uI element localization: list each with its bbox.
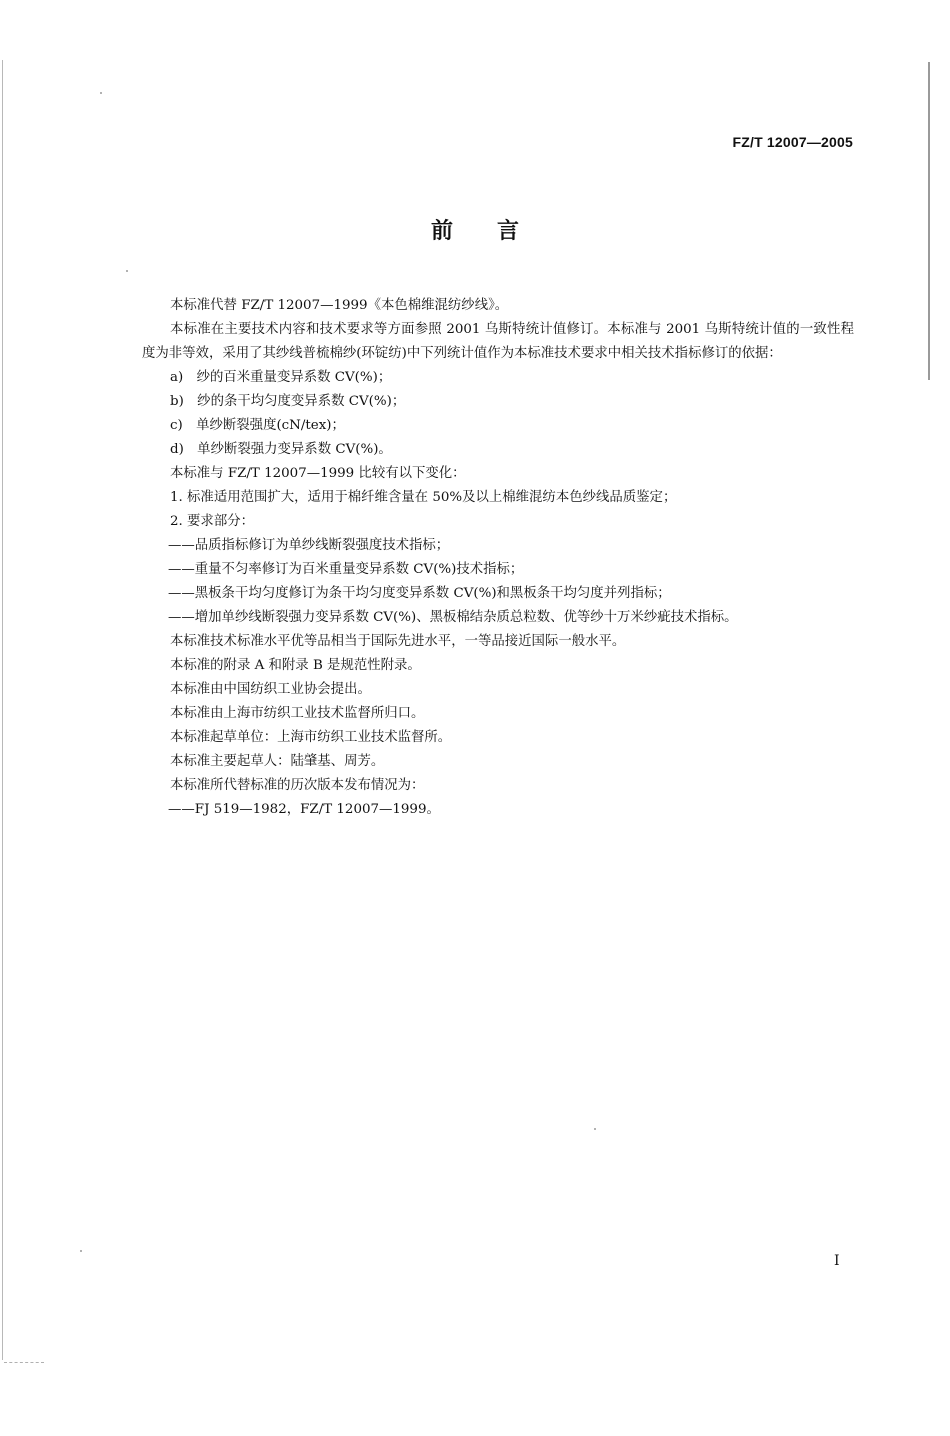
foreword-body: [142, 294, 854, 822]
paragraph-drafters: 本标准主要起草人：陆肇基、周芳。: [170, 754, 385, 769]
scan-speck: [100, 92, 102, 94]
paragraph-reference: 本标准在主要技术内容和技术要求等方面参照 2001 乌斯特统计值修订。本标准与 2001 乌斯特统计值的一致性程度为非等效，采用了其纱线普梳棉纱(环锭纺)中下列统计值作为本标准技术要求中相关技术指标修订的依据：: [142, 322, 854, 361]
change-item-1: 1. 标准适用范围扩大，适用于棉纤维含量在 50%及以上棉维混纺本色纱线品质鉴定；: [170, 490, 677, 505]
dash-item-4: ——增加单纱线断裂强力变异系数 CV(%)、黑板棉结杂质总粒数、优等纱十万米纱疵技术指标。: [168, 610, 738, 625]
dash-item-3: ——黑板条干均匀度修订为条干均匀度变异系数 CV(%)和黑板条干均匀度并列指标；: [168, 586, 671, 601]
paragraph-drafting-unit: 本标准起草单位：上海市纺织工业技术监督所。: [170, 730, 452, 745]
list-item-a: a) 纱的百米重量变异系数 CV(%)；: [170, 370, 392, 385]
change-item-2: 2. 要求部分：: [170, 514, 254, 529]
standard-code: FZ/T 12007—2005: [732, 134, 853, 150]
dash-item-2: ——重量不匀率修订为百米重量变异系数 CV(%)技术指标；: [168, 562, 524, 577]
page-number: I: [834, 1253, 840, 1269]
paragraph-centralized: 本标准由上海市纺织工业技术监督所归口。: [170, 706, 425, 721]
paragraph-level: 本标准技术标准水平优等品相当于国际先进水平，一等品接近国际一般水平。: [170, 634, 626, 649]
list-item-b: b) 纱的条干均匀度变异系数 CV(%)；: [170, 394, 406, 409]
scan-speck: [594, 1128, 596, 1130]
title-char-2: 言: [497, 219, 520, 244]
scan-foot-marks: [4, 1362, 44, 1364]
paragraph-annex: 本标准的附录 A 和附录 B 是规范性附录。: [170, 658, 421, 673]
paragraph-comparison: 本标准与 FZ/T 12007—1999 比较有以下变化：: [170, 466, 466, 481]
dash-item-1: ——品质指标修订为单纱线断裂强度技术指标；: [168, 538, 450, 553]
title-char-1: 前: [430, 219, 453, 244]
scan-edge-left: [2, 60, 3, 1360]
scan-speck: [126, 270, 128, 272]
list-item-c: c) 单纱断裂强度(cN/tex)；: [170, 418, 345, 433]
paragraph-history: 本标准所代替标准的历次版本发布情况为：: [170, 778, 425, 793]
paragraph-proposer: 本标准由中国纺织工业协会提出。: [170, 682, 371, 697]
scan-speck: [80, 1250, 82, 1252]
paragraph-replaces: 本标准代替 FZ/T 12007—1999《本色棉维混纺纱线》。: [170, 298, 509, 313]
dash-item-5: ——FJ 519—1982，FZ/T 12007—1999。: [168, 802, 440, 817]
page-title: [0, 214, 950, 245]
list-item-d: d) 单纱断裂强力变异系数 CV(%)。: [170, 442, 392, 457]
